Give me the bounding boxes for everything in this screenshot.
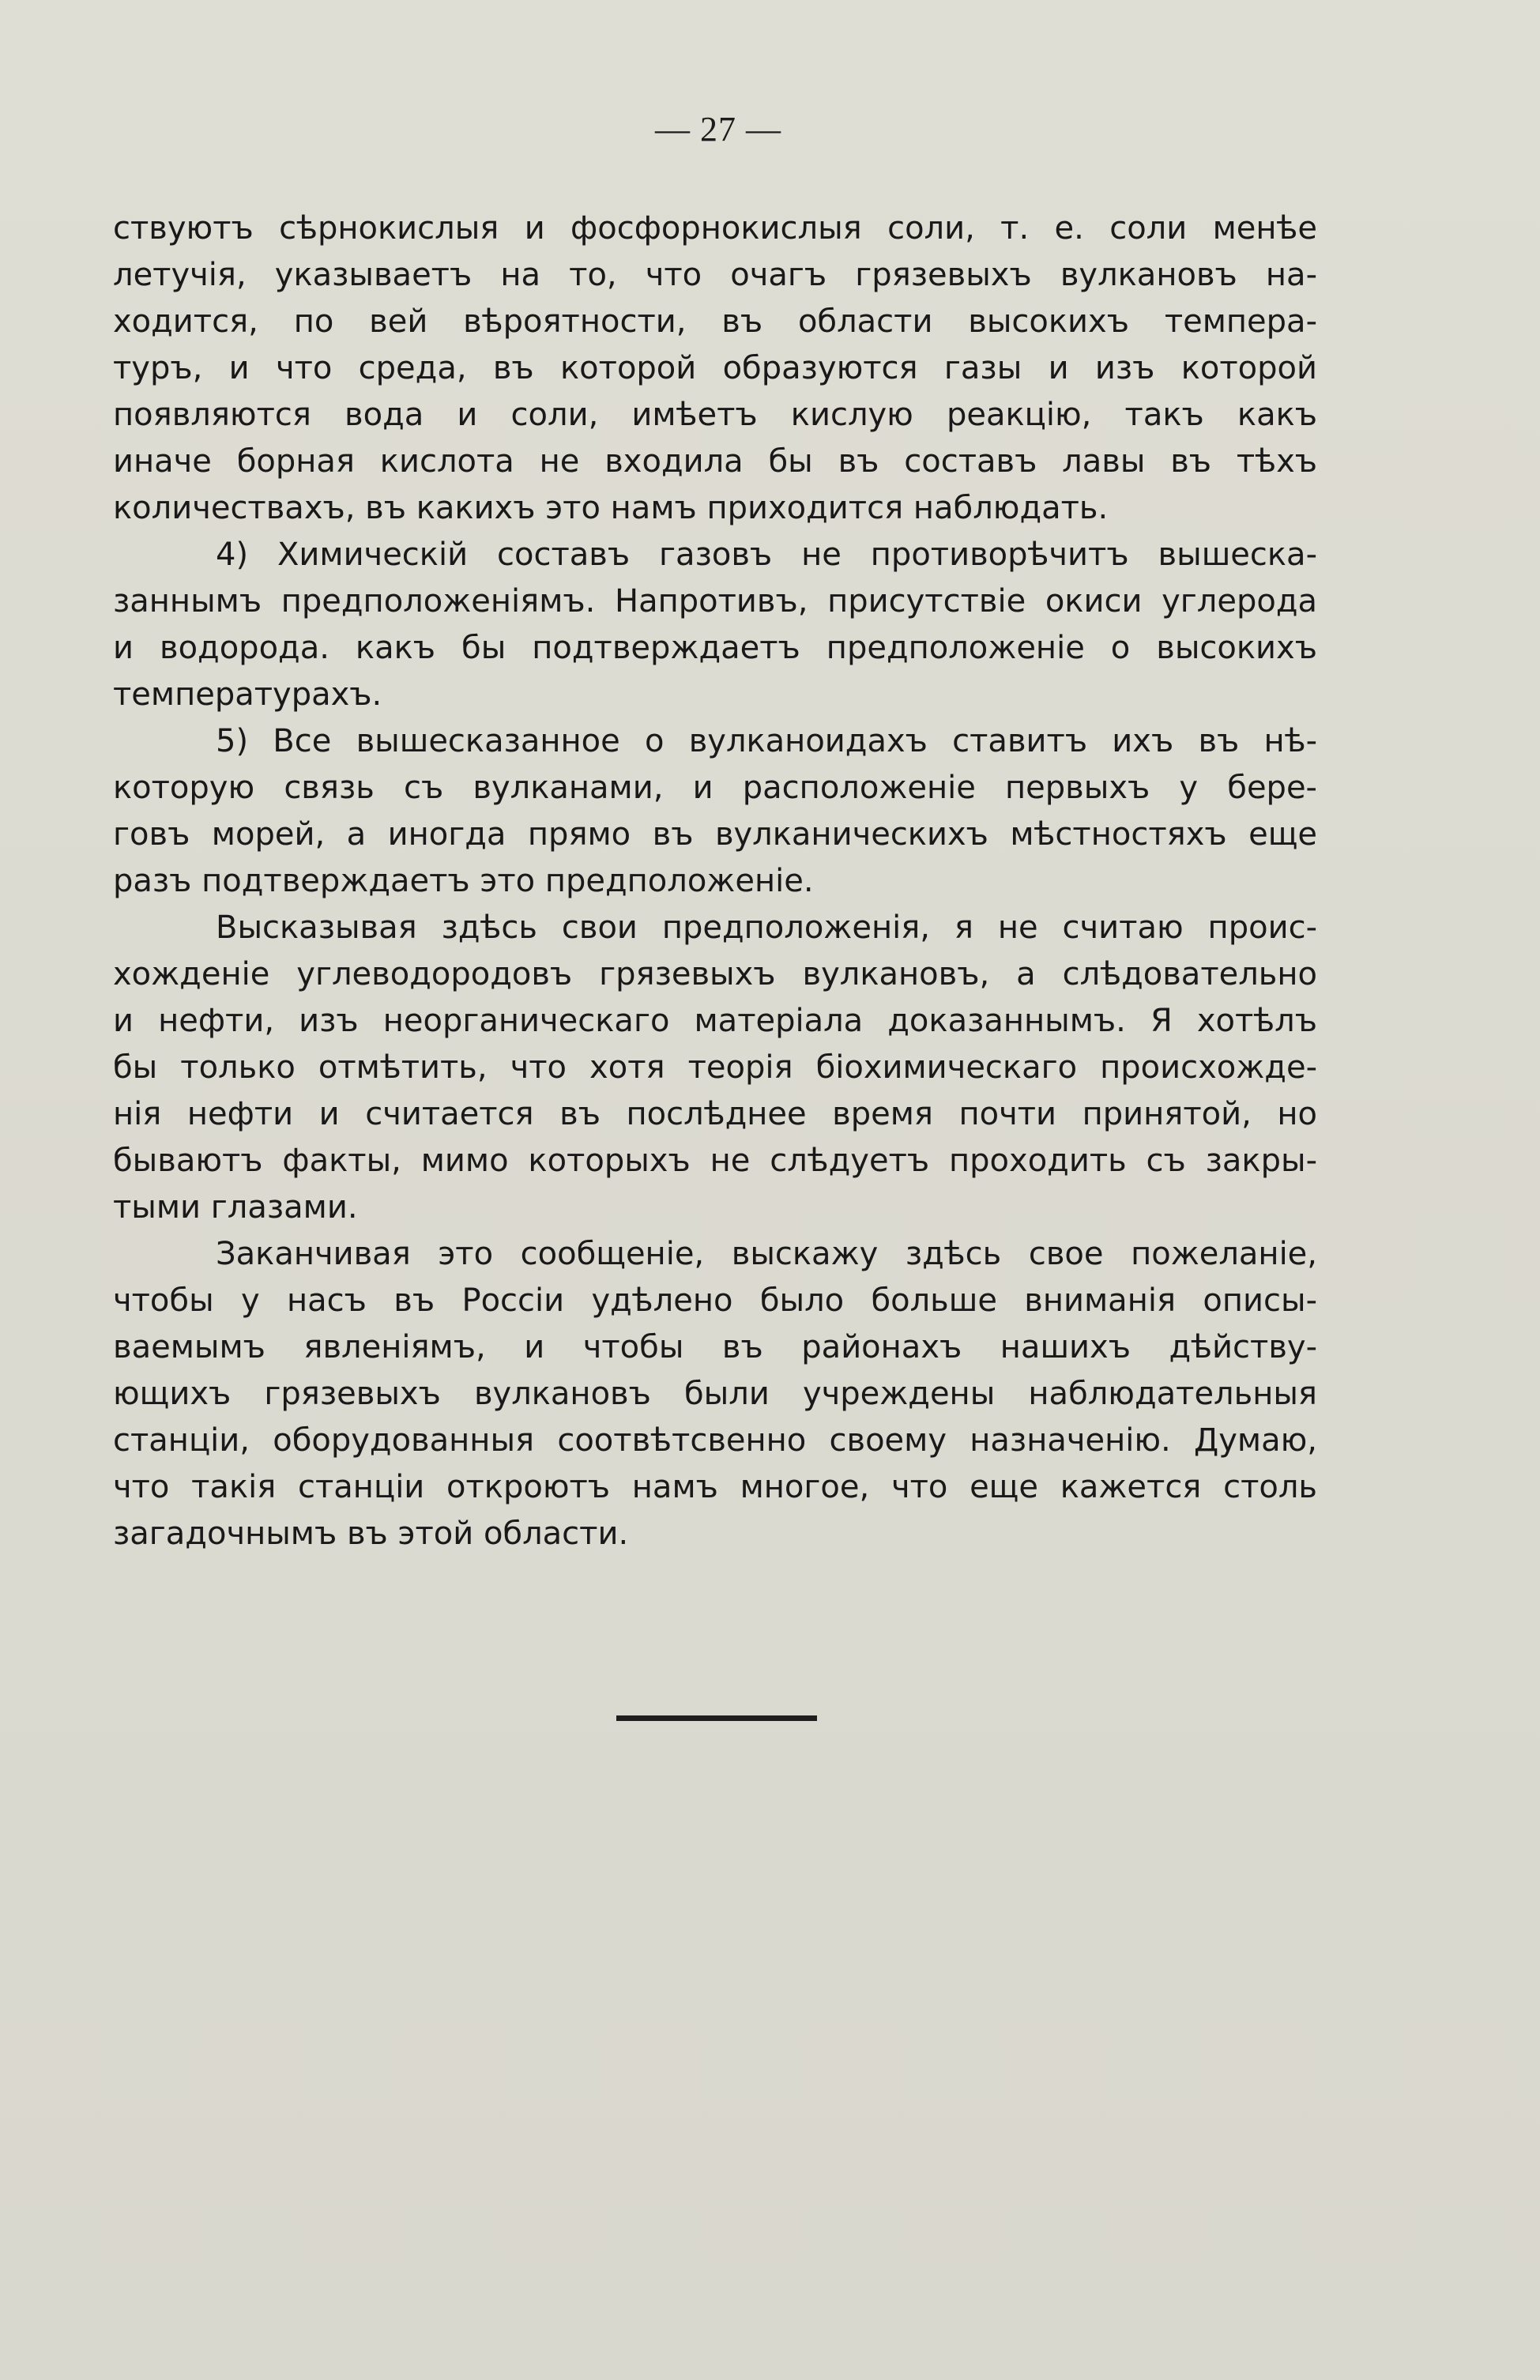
text-line: говъ морей, а иногда прямо въ вулканическихъ мѣстностяхъ еще (113, 816, 1317, 853)
text-line: ющихъ грязевыхъ вулкановъ были учреждены наблюдательныя (113, 1376, 1317, 1412)
text-line: бываютъ факты, мимо которыхъ не слѣдуетъ проходить съ закры- (113, 1143, 1317, 1179)
text-line: нія нефти и считается въ послѣднее время почти принятой, но (113, 1096, 1317, 1132)
text-line: разъ подтверждаетъ это предположеніе. (113, 863, 814, 899)
text-line: станціи, оборудованныя соотвѣтсвенно своему назначенію. Думаю, (113, 1422, 1317, 1459)
text-line: ходится, по вей вѣроятности, въ области высокихъ темпера- (113, 303, 1317, 340)
text-line: иначе борная кислота не входила бы въ составъ лавы въ тѣхъ (113, 443, 1317, 480)
text-line: Высказывая здѣсь свои предположенія, я не считаю проис- (216, 909, 1317, 946)
text-line: ствуютъ сѣрнокислыя и фосфорнокислыя соли, т. е. соли менѣе (113, 210, 1317, 247)
end-rule (616, 1715, 817, 1721)
text-line: появляются вода и соли, имѣетъ кислую реакцію, такъ какъ (113, 397, 1317, 433)
text-line: загадочнымъ въ этой области. (113, 1516, 629, 1552)
body-text (113, 205, 1317, 1557)
page-number: — 27 — (655, 110, 781, 149)
text-line: которую связь съ вулканами, и расположеніе первыхъ у бере- (113, 770, 1317, 806)
text-line: ваемымъ явленіямъ, и чтобы въ районахъ нашихъ дѣйству- (113, 1329, 1317, 1365)
text-line: Заканчивая это сообщеніе, выскажу здѣсь свое пожеланіе, (216, 1236, 1317, 1272)
text-line: туръ, и что среда, въ которой образуются газы и изъ которой (113, 350, 1317, 386)
text-line: что такія станціи откроютъ намъ многое, что еще кажется столь (113, 1469, 1317, 1505)
text-line: хожденіе углеводородовъ грязевыхъ вулкановъ, а слѣдовательно (113, 956, 1317, 992)
text-line: 4) Химическій составъ газовъ не противорѣчитъ вышеска- (216, 537, 1317, 573)
text-line: чтобы у насъ въ Россіи удѣлено было больше вниманія описы- (113, 1282, 1317, 1319)
text-line: заннымъ предположеніямъ. Напротивъ, присутствіе окиси углерода (113, 583, 1317, 619)
text-line: и нефти, изъ неорганическаго матеріала доказаннымъ. Я хотѣлъ (113, 1003, 1317, 1039)
text-line: количествахъ, въ какихъ это намъ приходится наблюдать. (113, 490, 1109, 526)
text-line: температурахъ. (113, 676, 382, 713)
text-line: бы только отмѣтить, что хотя теорія біохимическаго происхожде- (113, 1049, 1317, 1086)
text-line: 5) Все вышесказанное о вулканоидахъ ставитъ ихъ въ нѣ- (216, 723, 1317, 759)
text-line: летучія, указываетъ на то, что очагъ грязевыхъ вулкановъ на- (113, 257, 1317, 293)
text-line: тыми глазами. (113, 1189, 358, 1226)
text-line: и водорода. какъ бы подтверждаетъ предположеніе о высокихъ (113, 630, 1317, 666)
